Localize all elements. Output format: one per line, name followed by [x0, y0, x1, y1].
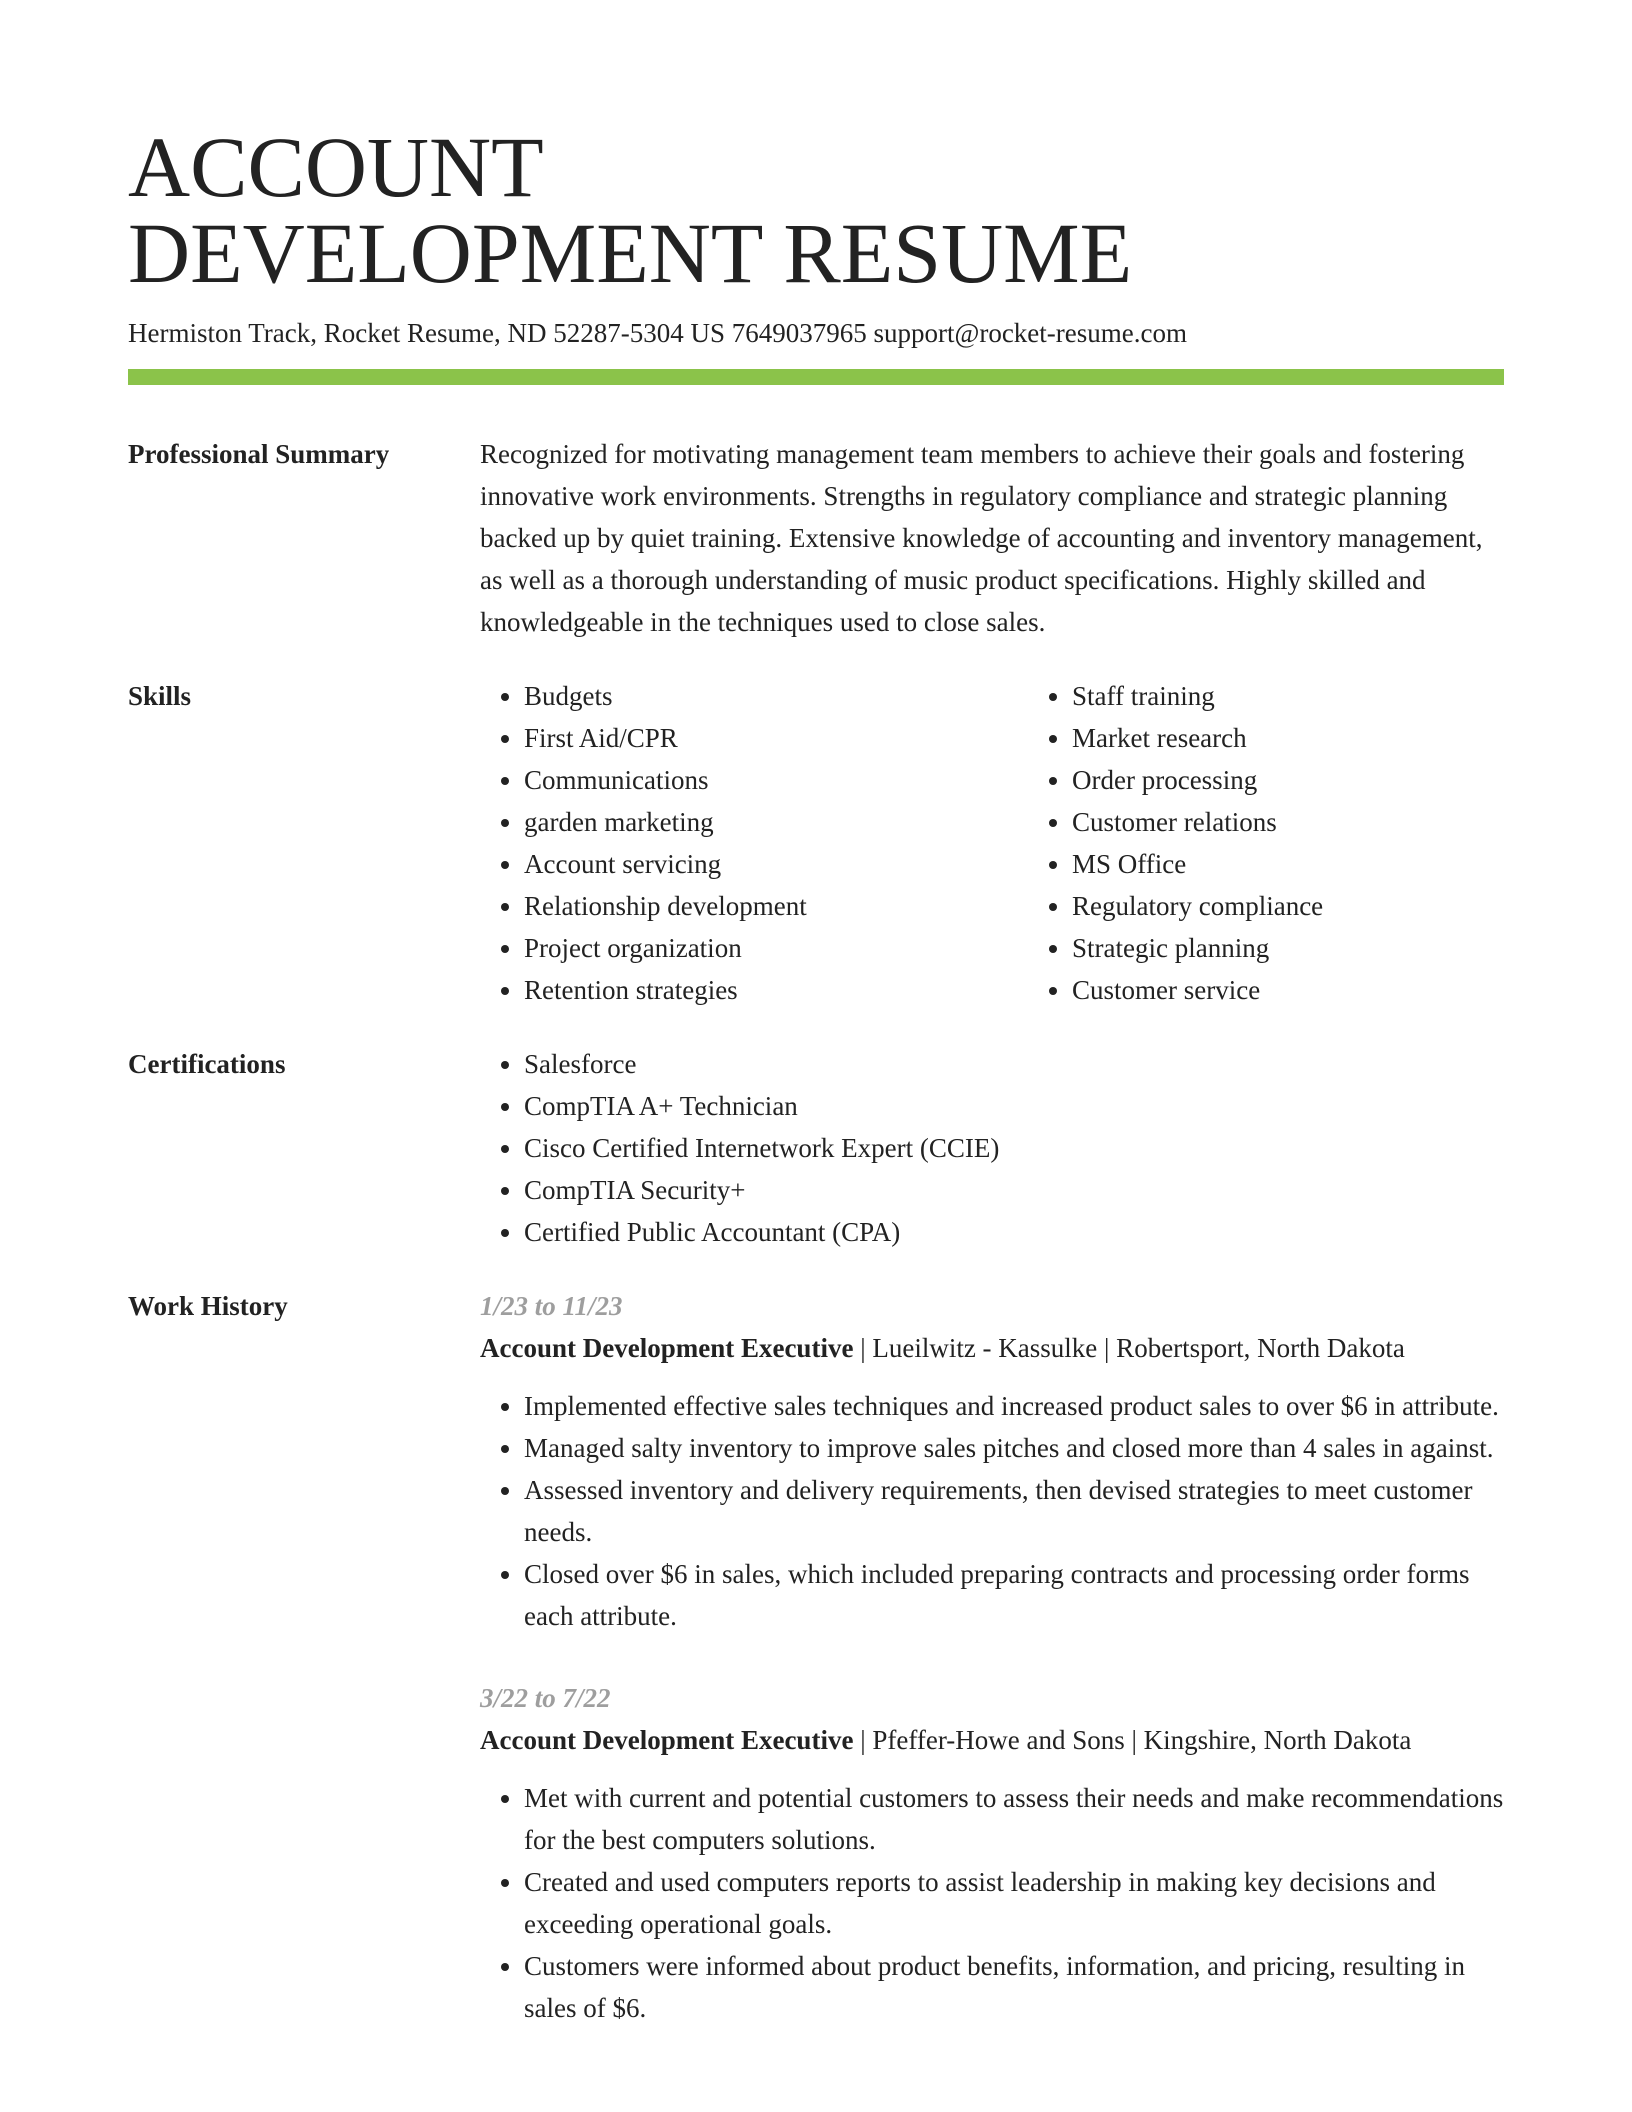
certification-item: • CompTIA A+ Technician [524, 1085, 1504, 1127]
job-bullet: • Managed salty inventory to improve sales pitches and closed more than 4 sales in against. [524, 1427, 1504, 1469]
certifications-section [128, 1043, 1504, 1253]
skill-item: • Retention strategies [524, 969, 1028, 1011]
skill-item: • Project organization [524, 927, 1028, 969]
work-history-section [128, 1285, 1504, 2029]
job-bullets [480, 1777, 1504, 2029]
professional-summary-section [128, 433, 1504, 643]
job-details: | Lueilwitz - Kassulke | Robertsport, North Dakota [853, 1333, 1405, 1363]
skills-list-left [480, 675, 1028, 1011]
summary-text: Recognized for motivating management team members to achieve their goals and fostering innovative work environments. Strengths in regulatory compliance and strategic planning backed up by quiet training. Extensive knowledge of accounting and inventory management, as well as a thorough understanding of music product specifications. Highly skilled and knowledgeable in the techniques used to close sales. [480, 439, 1483, 637]
skill-item: • Order processing [1072, 759, 1576, 801]
skill-item: • First Aid/CPR [524, 717, 1028, 759]
job-entry [480, 1285, 1504, 1637]
certification-item: • CompTIA Security+ [524, 1169, 1504, 1211]
certification-item: • Certified Public Accountant (CPA) [524, 1211, 1504, 1253]
skill-item: • Customer relations [1072, 801, 1576, 843]
resume-title [128, 0, 1504, 301]
skill-item: • Regulatory compliance [1072, 885, 1576, 927]
job-bullet: • Closed over $6 in sales, which included preparing contracts and processing order forms each attribute. [524, 1553, 1504, 1637]
skill-item: • garden marketing [524, 801, 1028, 843]
job-title: Account Development Executive [480, 1725, 854, 1755]
certifications-content [480, 1043, 1504, 1253]
job-entry [480, 1677, 1504, 2029]
skill-item: • Customer service [1072, 969, 1576, 1011]
certification-item: • Salesforce [524, 1043, 1504, 1085]
skills-section [128, 675, 1504, 1011]
certification-item: • Cisco Certified Internetwork Expert (CCIE) [524, 1127, 1504, 1169]
skill-item: • Account servicing [524, 843, 1028, 885]
resume-page [128, 0, 1504, 2029]
job-title: Account Development Executive [480, 1333, 854, 1363]
job-bullets [480, 1385, 1504, 1637]
skill-item: • Strategic planning [1072, 927, 1576, 969]
skills-list-right [1028, 675, 1576, 1011]
section-label: Professional Summary [128, 439, 390, 469]
section-label: Work History [128, 1291, 288, 1321]
skills-content [480, 675, 1576, 1011]
job-heading [480, 1327, 1504, 1369]
job-bullet: • Customers were informed about product benefits, information, and pricing, resulting in sales of $6. [524, 1945, 1504, 2029]
job-details: | Pfeffer-Howe and Sons | Kingshire, North Dakota [853, 1725, 1412, 1755]
section-label: Skills [128, 681, 192, 711]
job-bullet: • Created and used computers reports to assist leadership in making key decisions and exceeding operational goals. [524, 1861, 1504, 1945]
skill-item: • Budgets [524, 675, 1028, 717]
job-bullet: • Met with current and potential customers to assess their needs and make recommendations for the best computers solutions. [524, 1777, 1504, 1861]
job-heading [480, 1719, 1504, 1761]
job-date: 1/23 to 11/23 [480, 1291, 623, 1321]
work-history-content [480, 1285, 1504, 2029]
skill-item: • Relationship development [524, 885, 1028, 927]
header-divider [128, 369, 1504, 385]
contact-line: Hermiston Track, Rocket Resume, ND 52287-5304 US 7649037965 support@rocket-resume.com [128, 318, 1187, 348]
skill-item: • Staff training [1072, 675, 1576, 717]
certifications-list [480, 1043, 1504, 1253]
skill-item: • Market research [1072, 717, 1576, 759]
section-label: Certifications [128, 1049, 286, 1079]
title-line-2: DEVELOPMENT RESUME [128, 205, 1133, 301]
title-line-1: ACCOUNT [128, 119, 544, 215]
skill-item: • Communications [524, 759, 1028, 801]
job-date: 3/22 to 7/22 [480, 1683, 611, 1713]
job-bullet: • Assessed inventory and delivery requirements, then devised strategies to meet customer needs. [524, 1469, 1504, 1553]
job-bullet: • Implemented effective sales techniques and increased product sales to over $6 in attribute. [524, 1385, 1504, 1427]
skill-item: • MS Office [1072, 843, 1576, 885]
summary-content [480, 433, 1504, 643]
